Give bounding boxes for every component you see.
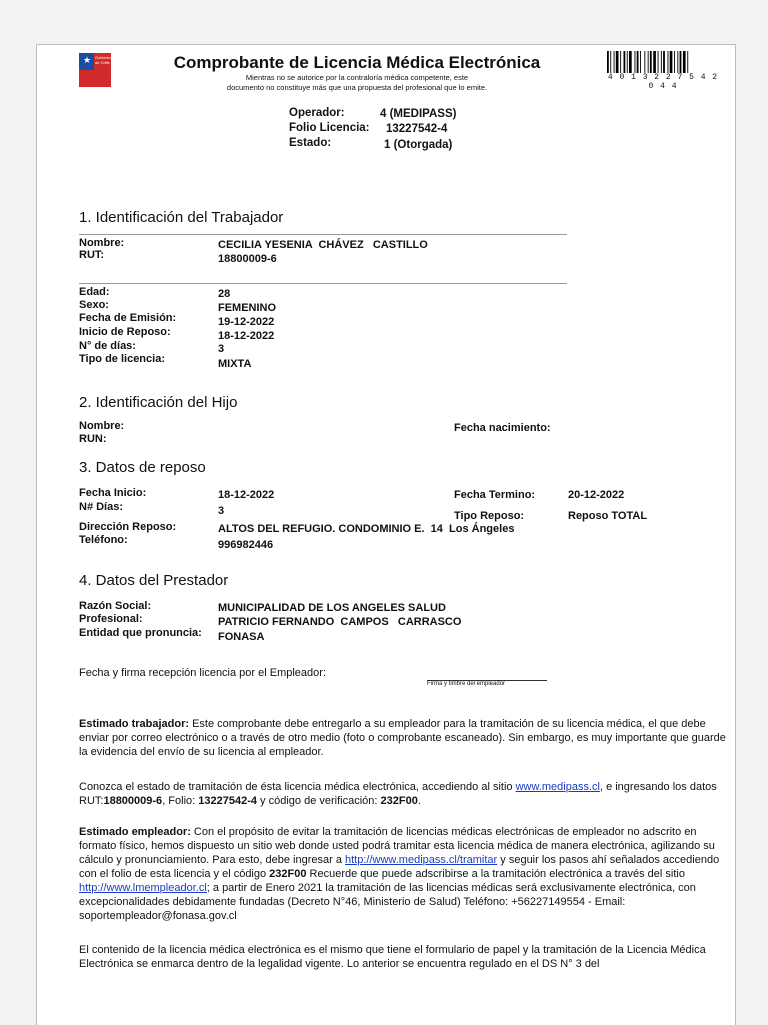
reposo-termino-value: 20-12-2022: [568, 489, 625, 501]
reposo-dias-value: 3: [218, 505, 225, 517]
reposo-termino-label: Fecha Termino:: [454, 489, 536, 501]
reposo-direccion-label: Dirección Reposo:: [79, 521, 177, 533]
profesional-label: Profesional:: [79, 613, 143, 625]
inicio-label: Inicio de Reposo:: [79, 326, 171, 338]
section-title-hijo: 2. Identificación del Hijo: [79, 394, 238, 411]
document-page: [36, 44, 736, 1025]
signature-caption: Firma y timbre del empleador: [427, 681, 506, 687]
hijo-nacimiento-label: Fecha nacimiento:: [454, 422, 551, 434]
section-title-prestador: 4. Datos del Prestador: [79, 572, 229, 589]
folio-value: 13227542-4: [386, 123, 448, 135]
reposo-inicio-label: Fecha Inicio:: [79, 487, 147, 499]
firma-label: Fecha y firma recepción licencia por el Empleador:: [79, 667, 327, 679]
document-subtitle: Mientras no se autorice por la contraloría médica competente, este documento no constituye más que una propuesta del profesional que lo emite.: [226, 73, 488, 92]
hijo-run-label: RUN:: [79, 433, 107, 445]
reposo-direccion-value: ALTOS DEL REFUGIO. CONDOMINIO E. 14 Los Ángeles: [218, 523, 515, 535]
section-title-reposo: 3. Datos de reposo: [79, 459, 206, 476]
logo-text: Gobierno de Chile: [95, 55, 112, 65]
divider: [79, 234, 567, 235]
tramitar-link[interactable]: http://www.medipass.cl/tramitar: [345, 854, 498, 866]
star-icon: ★: [83, 55, 92, 65]
sexo-value: FEMENINO: [218, 302, 277, 314]
gobierno-logo: [79, 53, 111, 87]
nombre-label: Nombre:: [79, 237, 125, 249]
entidad-value: FONASA: [218, 631, 265, 643]
tipo-value: MIXTA: [218, 358, 252, 370]
folio-label: Folio Licencia:: [289, 122, 370, 134]
edad-label: Edad:: [79, 286, 110, 298]
dias-value: 3: [218, 343, 225, 355]
reposo-dias-label: N# Días:: [79, 501, 124, 513]
barcode-number: 4 0 1 3 2 2 7 5 4 2 0 4 4: [605, 73, 721, 91]
hijo-nombre-label: Nombre:: [79, 420, 125, 432]
reposo-telefono-label: Teléfono:: [79, 534, 128, 546]
inicio-value: 18-12-2022: [218, 330, 275, 342]
nombre-value: CECILIA YESENIA CHÁVEZ CASTILLO: [218, 239, 428, 251]
reposo-telefono-value: 996982446: [218, 539, 274, 551]
paragraph-trabajador: Estimado trabajador: Este comprobante debe entregarlo a su empleador para la tramitación de su licencia médica, el que debe enviar por correo electrónico o a través de otro medio (foto o comprobante escaneado). Sin embargo, es muy importante que guarde la evidencia del envío de su licencia al empleador.: [79, 718, 726, 758]
paragraph-legal: El contenido de la licencia médica electrónica es el mismo que tiene el formulario de papel y la tramitación de la Licencia Médica Electrónica se enmarca dentro de la legalidad vigente. Lo anterior se encuentra regulado en el DS N° 3 del: [79, 944, 706, 970]
profesional-value: PATRICIO FERNANDO CAMPOS CARRASCO: [218, 616, 462, 628]
document-title: Comprobante de Licencia Médica Electrónica: [173, 53, 541, 72]
razon-label: Razón Social:: [79, 600, 152, 612]
tipo-label: Tipo de licencia:: [79, 353, 165, 365]
edad-value: 28: [218, 288, 231, 300]
operador-label: Operador:: [289, 107, 345, 119]
paragraph-empleador: Estimado empleador: Con el propósito de evitar la tramitación de licencias médicas electrónicas de empleador no adscrito en formato físico, hemos dispuesto un sitio web donde usted podrá tramitar esta licencia médica de manera electrónica, agilizando su cálculo y pronunciamiento. Para esto, debe ingresar a http://www.medipass.cl/tramitar y seguir los pasos ahí señalados accediendo con el folio de esta licencia y el código 232F00 Recuerde que puede adscribirse a la tramitación electrónica a través del sitio http://www.lmempleador.cl; a partir de Enero 2021 la tramitación de las licencias médicas será exclusivamente electrónica, con excepcionalidades debidamente fundadas (Decreto N°46, Ministerio de Salud) Teléfono: +56227149554 - Email: soportempleador@fonasa.gov.cl: [79, 826, 720, 922]
rut-value: 18800009-6: [218, 253, 277, 265]
emision-label: Fecha de Emisión:: [79, 312, 177, 324]
estado-value: 1 (Otorgada): [384, 139, 453, 151]
section-title-trabajador: 1. Identificación del Trabajador: [79, 209, 284, 226]
dias-label: N° de días:: [79, 340, 136, 352]
estado-label: Estado:: [289, 137, 332, 149]
medipass-link[interactable]: www.medipass.cl: [515, 781, 600, 793]
emision-value: 19-12-2022: [218, 316, 275, 328]
sexo-label: Sexo:: [79, 299, 109, 311]
rut-label: RUT:: [79, 249, 105, 261]
entidad-label: Entidad que pronuncia:: [79, 627, 202, 639]
divider: [79, 283, 567, 284]
paragraph-estado: Conozca el estado de tramitación de ésta licencia médica electrónica, accediendo al sitio www.medipass.cl, e ingresando los datos RUT:18800009-6, Folio: 13227542-4 y código de verificación: 232F00.: [79, 781, 717, 807]
reposo-tipo-value: Reposo TOTAL: [568, 510, 648, 522]
reposo-tipo-label: Tipo Reposo:: [454, 510, 525, 522]
lmempleador-link[interactable]: http://www.lmempleador.cl: [79, 882, 207, 894]
operador-value: 4 (MEDIPASS): [380, 108, 457, 120]
razon-value: MUNICIPALIDAD DE LOS ANGELES SALUD: [218, 602, 446, 614]
reposo-inicio-value: 18-12-2022: [218, 489, 275, 501]
